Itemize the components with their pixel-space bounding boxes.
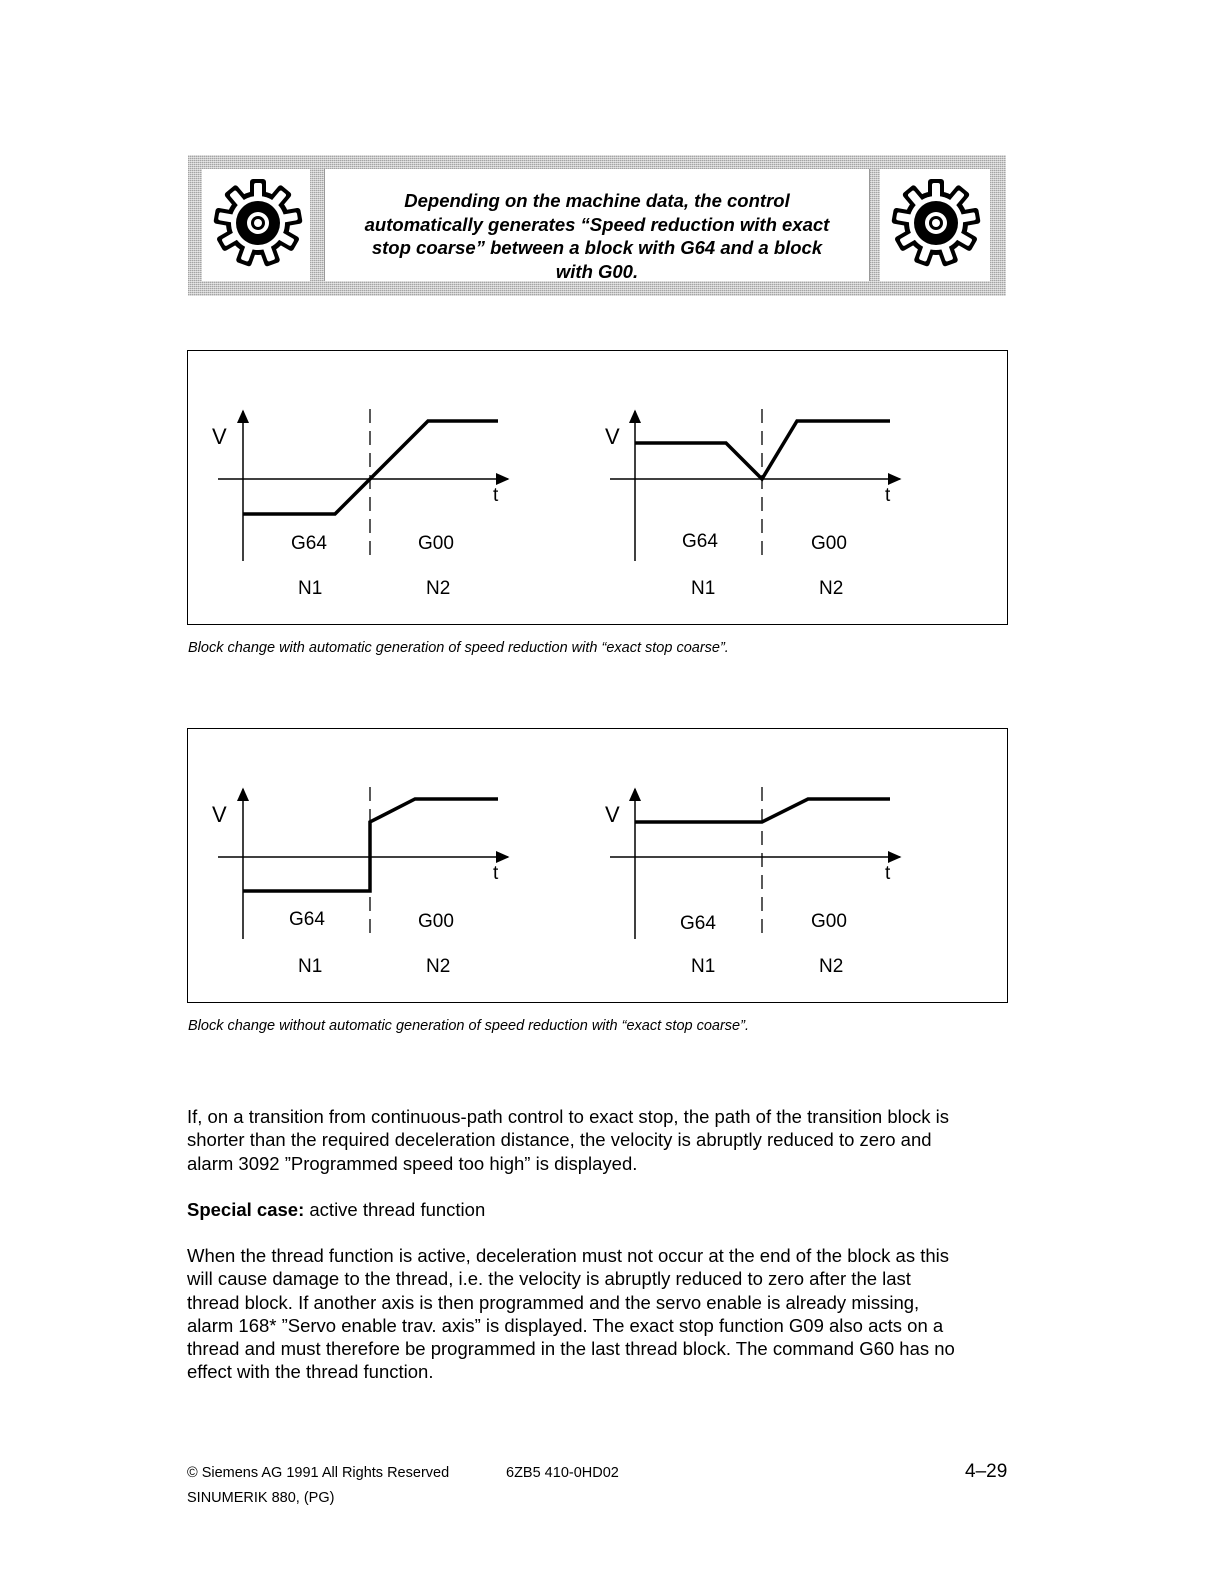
text-line: alarm 3092 ”Programmed speed too high” is displayed. [187, 1152, 638, 1174]
text-line: thread block. If another axis is then programmed and the servo enable is already missing, [187, 1291, 920, 1313]
block1-label: G64 [682, 531, 718, 552]
v-label: V [605, 802, 620, 827]
note-line: with G00. [555, 260, 639, 282]
n1-label: N1 [298, 578, 323, 599]
gear-icon [886, 173, 986, 273]
text-line: shorter than the required deceleration distance, the velocity is abruptly reduced to zero and [187, 1129, 932, 1151]
v-label: V [212, 802, 227, 827]
n2-label: N2 [819, 578, 844, 599]
note-text-cell [324, 169, 870, 281]
block2-label: G00 [811, 911, 847, 932]
n2-label: N2 [426, 956, 451, 977]
block1-label: G64 [291, 533, 327, 554]
footer-doc-number: 6ZB5 410-0HD02 [506, 1465, 619, 1481]
figure-2 [187, 728, 1008, 1003]
v-label: V [605, 424, 620, 449]
t-label: t [493, 485, 499, 506]
diagram-2b [605, 787, 900, 977]
n2-label: N2 [426, 578, 451, 599]
block2-label: G00 [418, 911, 454, 932]
block1-label: G64 [289, 909, 325, 930]
block2-label: G00 [418, 533, 454, 554]
t-label: t [885, 863, 891, 884]
special-case-text: active thread function [304, 1199, 486, 1220]
diagram-1a [212, 409, 508, 599]
note-text [339, 189, 855, 283]
note-right-cell [880, 169, 990, 281]
text-line: When the thread function is active, deceleration must not occur at the end of the block as this [187, 1245, 950, 1266]
footer-copyright: © Siemens AG 1991 All Rights Reserved [187, 1465, 450, 1481]
note-line: Depending on the machine data, the control [404, 190, 790, 211]
note-line: automatically generates “Speed reduction with exact [364, 213, 830, 235]
t-label: t [493, 863, 499, 884]
t-label: t [885, 485, 891, 506]
paragraph-special-case [187, 1198, 1027, 1221]
text-line: effect with the thread function. [187, 1361, 434, 1383]
figure-1 [187, 350, 1008, 625]
paragraph-thread-function [187, 1244, 1027, 1384]
diagram-2a [212, 787, 508, 977]
figure-1-diagrams [188, 351, 1009, 626]
gear-icon [208, 173, 308, 273]
block1-label: G64 [680, 913, 716, 934]
note-banner [188, 155, 1006, 296]
block2-label: G00 [811, 533, 847, 554]
figure-2-caption: Block change without automatic generation of speed reduction with “exact stop coarse”. [188, 1018, 749, 1034]
special-case-label: Special case: [187, 1199, 305, 1220]
figure-1-caption: Block change with automatic generation of speed reduction with “exact stop coarse”. [188, 640, 729, 656]
v-label: V [212, 424, 227, 449]
text-line: thread and must therefore be programmed in the last thread block. The command G60 has no [187, 1338, 955, 1360]
text-line: alarm 168* ”Servo enable trav. axis” is displayed. The exact stop function G09 also acts on a [187, 1314, 944, 1336]
note-line: stop coarse” between a block with G64 and a block [371, 237, 823, 258]
note-left-cell [202, 169, 310, 281]
paragraph-transition [187, 1105, 1027, 1175]
n1-label: N1 [691, 956, 716, 977]
footer-page-number: 4–29 [965, 1461, 1008, 1482]
n1-label: N1 [298, 956, 323, 977]
figure-2-diagrams [188, 729, 1009, 1004]
diagram-1b [605, 409, 900, 599]
text-line: If, on a transition from continuous-path control to exact stop, the path of the transition block is [187, 1106, 950, 1127]
n2-label: N2 [819, 956, 844, 977]
text-line: will cause damage to the thread, i.e. the velocity is abruptly reduced to zero after the last [187, 1268, 911, 1290]
footer-product: SINUMERIK 880, (PG) [187, 1490, 335, 1506]
n1-label: N1 [691, 578, 716, 599]
velocity-profile [635, 421, 890, 479]
